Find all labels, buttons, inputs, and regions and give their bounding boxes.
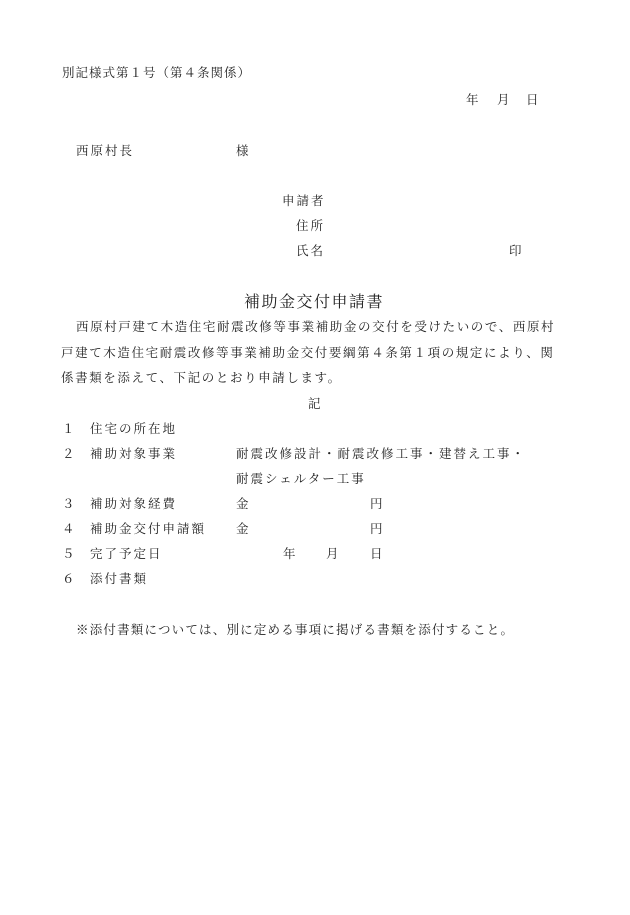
item-5-label: 完了予定日 (90, 546, 163, 561)
date-day: 日 (526, 92, 539, 107)
item-1-label: 住宅の所在地 (90, 421, 178, 436)
body-line-2: 戸建て木造住宅耐震改修等事業補助金交付要綱第４条第１項の規定により、関 (61, 345, 555, 360)
item-5-year: 年 (283, 546, 296, 561)
address-label: 住所 (296, 218, 326, 233)
item-3-unit: 円 (370, 496, 383, 511)
item-3-number: ３ (62, 496, 75, 511)
date-month: 月 (497, 92, 510, 107)
item-4-label: 補助金交付申請額 (90, 521, 207, 536)
item-2-value-2: 耐震シェルター工事 (236, 471, 366, 486)
form-number: 別記様式第１号（第４条関係） (62, 65, 252, 80)
ki-heading: 記 (308, 396, 321, 411)
date-year: 年 (466, 92, 479, 107)
item-3-value: 金 (236, 496, 249, 511)
item-2-number: ２ (62, 446, 75, 461)
seal-mark: 印 (509, 243, 522, 258)
applicant-label: 申請者 (282, 193, 326, 208)
name-label: 氏名 (296, 243, 326, 258)
item-3-label: 補助対象経費 (90, 496, 178, 511)
item-5-month: 月 (326, 546, 339, 561)
item-2-value: 耐震改修設計・耐震改修工事・建替え工事・ (236, 446, 527, 461)
addressee-name: 西原村長 (76, 143, 135, 158)
item-5-number: ５ (62, 546, 75, 561)
item-4-value: 金 (236, 521, 249, 536)
item-6-label: 添付書類 (90, 571, 149, 586)
item-5-day: 日 (370, 546, 383, 561)
item-4-number: ４ (62, 521, 75, 536)
body-line-1: 西原村戸建て木造住宅耐震改修等事業補助金の交付を受けたいので、西原村 (76, 319, 556, 334)
item-2-label: 補助対象事業 (90, 446, 178, 461)
attachment-note: ※添付書類については、別に定める事項に掲げる書類を添付すること。 (76, 622, 515, 637)
body-line-3: 係書類を添えて、下記のとおり申請します。 (61, 370, 342, 385)
item-4-unit: 円 (370, 521, 383, 536)
addressee-honorific: 様 (236, 143, 249, 158)
document-title: 補助金交付申請書 (244, 292, 385, 311)
item-1-number: １ (62, 421, 75, 436)
item-6-number: ６ (62, 571, 75, 586)
